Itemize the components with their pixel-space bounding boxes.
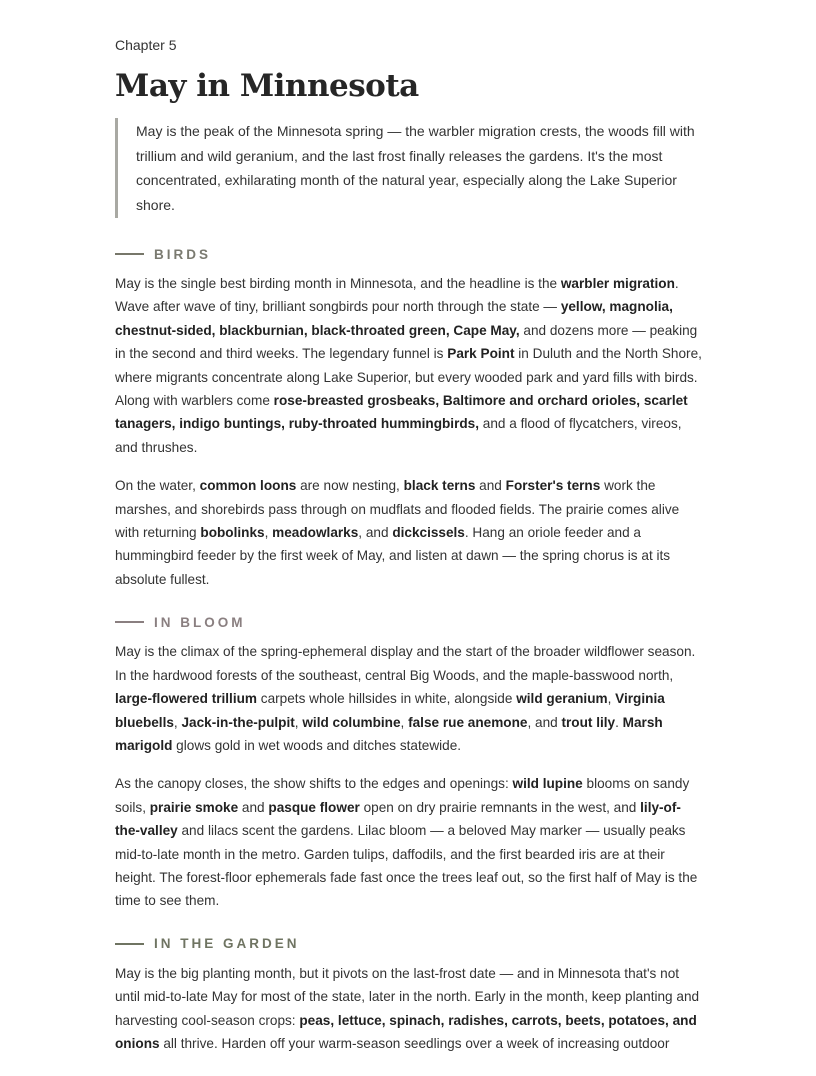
- text-run: ,: [264, 525, 273, 541]
- text-run: open on dry prairie remnants in the west, and: [359, 799, 641, 815]
- text-run: carpets whole hillsides in white, alongside: [257, 691, 517, 707]
- highlighted-term: trout lily: [561, 714, 616, 730]
- highlighted-term: lily-of-the-valley: [115, 799, 681, 839]
- section-in-bloom: [115, 612, 703, 912]
- intro-blockquote: May is the peak of the Minnesota spring — the warbler migration crests, the woods fill with trillium and wild geranium, and the last frost finally releases the gardens. It's the most concentrated, exhilarating month of the natural year, especially along the Lake Superior shore.: [115, 118, 703, 218]
- text-run: ,: [607, 691, 616, 707]
- section-rule: [115, 253, 144, 255]
- text-run: On the water,: [115, 478, 200, 494]
- text-run: , and: [527, 714, 562, 730]
- highlighted-term: wild geranium: [516, 691, 608, 707]
- highlighted-term: black terns: [403, 478, 476, 494]
- highlighted-term: pasque flower: [268, 799, 360, 815]
- text-run: May is the single best birding month in Minnesota, and the headline is the: [115, 276, 561, 291]
- text-run: .: [615, 714, 623, 730]
- text-run: in Duluth and the North Shore, where migrants concentrate along Lake Superior, but every wooded park and yard fills with birds. Along with warblers come: [115, 346, 702, 409]
- highlighted-term: large-flowered trillium: [115, 691, 258, 707]
- paragraph: [115, 962, 703, 1056]
- text-run: May is the climax of the spring-ephemeral display and the start of the broader wildflower season. In the hardwood forests of the southeast, central Big Woods, and the maple-basswood north,: [115, 644, 696, 683]
- text-run: , and: [358, 525, 393, 541]
- paragraph: [115, 474, 703, 591]
- section-heading-text: IN BLOOM: [154, 614, 246, 630]
- paragraph: [115, 640, 703, 757]
- section-rule: [115, 943, 144, 945]
- text-run: May is the big planting month, but it pivots on the last-frost date — and in Minnesota that's not until mid-to-late May for most of the state, later in the north. Early in the month, keep planting and harvesting cool-season crops:: [115, 965, 700, 1028]
- text-run: and: [475, 478, 506, 494]
- section-heading-text: BIRDS: [154, 246, 212, 262]
- chapter-title: May in Minnesota: [115, 68, 419, 104]
- highlighted-term: Virginia bluebells: [115, 691, 665, 730]
- text-run: ,: [173, 714, 182, 730]
- highlighted-term: Forster's terns: [505, 478, 601, 494]
- text-run: . Hang an oriole feeder and a hummingbird feeder by the first week of May, and listen at dawn — the spring chorus is at its absolute fullest.: [115, 525, 671, 587]
- text-run: all thrive. Harden off your warm-season seedlings over a week of increasing outdoor: [159, 1035, 670, 1051]
- highlighted-term: rose-breasted grosbeaks, Baltimore and orchard orioles, scarlet tanagers, indigo buntings, ruby-throated hummingbirds,: [115, 393, 688, 432]
- text-run: and dozens more — peaking in the second and third weeks. The legendary funnel is: [115, 322, 698, 362]
- text-run: and: [238, 799, 269, 815]
- highlighted-term: prairie smoke: [149, 799, 239, 815]
- paragraph: [115, 272, 703, 459]
- highlighted-term: common loons: [199, 478, 297, 494]
- text-run: glows gold in wet woods and ditches statewide.: [172, 737, 462, 753]
- highlighted-term: peas, lettuce, spinach, radishes, carrots, beets, potatoes, and onions: [115, 1012, 697, 1051]
- highlighted-term: yellow, magnolia, chestnut-sided, blackburnian, black-throated green, Cape May,: [115, 299, 673, 338]
- highlighted-term: meadowlarks: [272, 525, 359, 541]
- highlighted-term: wild columbine: [302, 714, 401, 730]
- highlighted-term: Marsh marigold: [115, 714, 663, 753]
- section-rule: [115, 621, 144, 623]
- text-run: ,: [400, 714, 409, 730]
- section-heading: [115, 612, 703, 632]
- highlighted-term: Jack-in-the-pulpit: [181, 714, 295, 730]
- text-run: ,: [294, 714, 303, 730]
- highlighted-term: bobolinks: [200, 525, 265, 541]
- text-run: and a flood of flycatchers, vireos, and thrushes.: [115, 416, 682, 455]
- chapter-page: [115, 36, 703, 1076]
- text-run: and lilacs scent the gardens. Lilac bloom — a beloved May marker — usually peaks mid-to-late month in the metro. Garden tulips, daffodils, and the first bearded iris are at their height. The forest-floor ephemerals fade fast once the trees leaf out, so the first half of May is the time to see them.: [115, 823, 698, 909]
- paragraph: [115, 772, 703, 912]
- highlighted-term: warbler migration: [560, 276, 675, 291]
- section-heading: [115, 244, 703, 264]
- text-run: are now nesting,: [296, 478, 404, 494]
- text-run: As the canopy closes, the show shifts to the edges and openings:: [115, 776, 513, 792]
- highlighted-term: dickcissels: [392, 525, 465, 541]
- section-birds: [115, 244, 703, 591]
- highlighted-term: wild lupine: [512, 776, 583, 792]
- section-heading: [115, 934, 703, 954]
- section-in-the-garden: [115, 934, 703, 1056]
- text-run: work the marshes, and shorebirds pass through on mudflats and flooded fields. The prairie comes alive with returning: [115, 478, 680, 541]
- text-run: . Wave after wave of tiny, brilliant songbirds pour north through the state —: [115, 276, 679, 315]
- highlighted-term: Park Point: [447, 346, 515, 362]
- section-heading-text: IN THE GARDEN: [154, 936, 300, 952]
- chapter-label: Chapter 5: [115, 37, 177, 53]
- text-run: blooms on sandy soils,: [115, 776, 690, 815]
- highlighted-term: false rue anemone: [408, 714, 528, 730]
